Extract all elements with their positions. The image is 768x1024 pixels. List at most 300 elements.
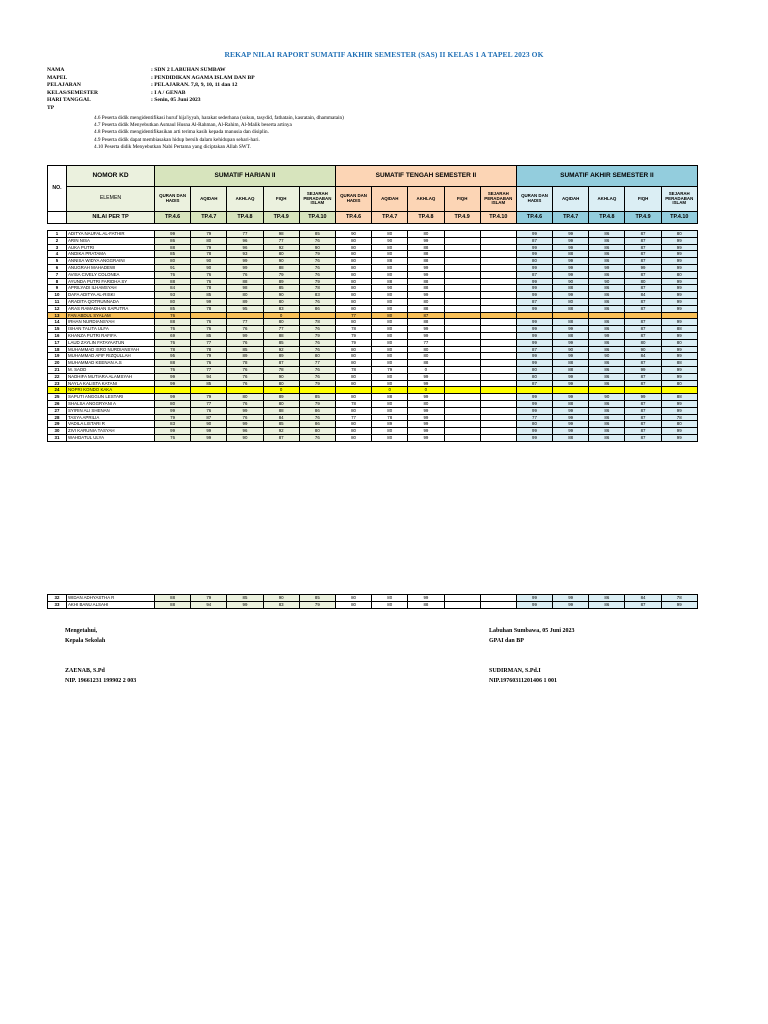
- score-cell: 99: [661, 278, 697, 285]
- score-cell: 76: [191, 326, 227, 333]
- score-cell: 86: [589, 601, 625, 608]
- score-cell: 76: [227, 366, 263, 373]
- student-name: NADHIFA MUTIARA ALAMSYAH: [67, 373, 155, 380]
- score-cell: 76: [299, 346, 335, 353]
- signature-line: ZAENAB, S.Pd: [65, 668, 105, 674]
- score-cell: 77: [191, 366, 227, 373]
- score-cell: 80: [661, 380, 697, 387]
- score-cell: 80: [335, 285, 371, 292]
- score-cell: 88: [155, 319, 191, 326]
- signature-line: NIP. 19661231 199902 2 003: [65, 678, 137, 684]
- score-cell: 99: [516, 428, 552, 435]
- score-cell: 99: [661, 319, 697, 326]
- meta-key: PELAJARAN: [47, 82, 81, 89]
- score-cell: [480, 251, 516, 258]
- student-name: DAFA ADITYA AL-RISKI: [67, 292, 155, 299]
- score-cell: 87: [625, 380, 661, 387]
- score-cell: [444, 319, 480, 326]
- score-cell: 99: [553, 414, 589, 421]
- score-cell: 90: [191, 421, 227, 428]
- score-cell: 86: [589, 339, 625, 346]
- student-row: [48, 414, 698, 421]
- grade-table-bottom: [47, 594, 698, 609]
- element-header: QURAN DAN HADIS: [335, 187, 371, 212]
- score-cell: 80: [299, 428, 335, 435]
- score-cell: 88: [661, 394, 697, 401]
- score-cell: 87: [625, 373, 661, 380]
- score-cell: 99: [227, 601, 263, 608]
- score-cell: 99: [661, 292, 697, 299]
- student-row: [48, 305, 698, 312]
- score-cell: 87: [263, 360, 299, 367]
- score-cell: [480, 292, 516, 299]
- score-cell: 99: [516, 292, 552, 299]
- student-row: [48, 373, 698, 380]
- score-cell: 76: [299, 414, 335, 421]
- score-cell: 80: [372, 428, 408, 435]
- score-cell: 88: [263, 264, 299, 271]
- score-cell: 76: [299, 366, 335, 373]
- score-cell: 99: [408, 434, 444, 441]
- score-cell: 95: [155, 353, 191, 360]
- score-cell: [444, 251, 480, 258]
- score-cell: 99: [516, 278, 552, 285]
- score-cell: 76: [227, 400, 263, 407]
- score-cell: [480, 428, 516, 435]
- score-cell: 90: [553, 346, 589, 353]
- score-cell: 88: [553, 366, 589, 373]
- score-cell: 80: [408, 231, 444, 238]
- score-cell: 90: [299, 244, 335, 251]
- score-cell: 80: [335, 264, 371, 271]
- score-cell: 80: [372, 360, 408, 367]
- score-cell: 99: [661, 428, 697, 435]
- score-cell: 99: [191, 434, 227, 441]
- score-cell: 99: [516, 231, 552, 238]
- score-cell: 80: [516, 258, 552, 265]
- score-cell: 88: [155, 601, 191, 608]
- score-cell: 87: [625, 244, 661, 251]
- score-cell: [444, 380, 480, 387]
- score-cell: 99: [553, 601, 589, 608]
- student-name: ARAS RAMADHAN SAPUTRA: [67, 305, 155, 312]
- score-cell: 85: [299, 595, 335, 602]
- score-cell: 90: [372, 285, 408, 292]
- student-name: ARADITA QOTRUNNADA: [67, 298, 155, 305]
- score-cell: 80: [372, 434, 408, 441]
- row-number: 23: [48, 380, 67, 387]
- score-cell: 80: [335, 258, 371, 265]
- score-cell: 80: [372, 407, 408, 414]
- student-row: [48, 595, 698, 602]
- score-cell: 80: [408, 298, 444, 305]
- score-cell: [480, 258, 516, 265]
- score-cell: 76: [227, 339, 263, 346]
- score-cell: 85: [263, 339, 299, 346]
- score-cell: 90: [263, 595, 299, 602]
- score-cell: 88: [553, 434, 589, 441]
- student-row: [48, 380, 698, 387]
- row-number: 3: [48, 244, 67, 251]
- score-cell: [444, 332, 480, 339]
- signature-line: [65, 646, 136, 656]
- student-row: [48, 434, 698, 441]
- score-cell: [661, 312, 697, 319]
- score-cell: 88: [408, 319, 444, 326]
- score-cell: [661, 387, 697, 394]
- score-cell: 86: [589, 380, 625, 387]
- score-cell: 85: [191, 332, 227, 339]
- score-cell: 0: [372, 387, 408, 394]
- score-cell: 76: [155, 366, 191, 373]
- score-cell: 90: [191, 258, 227, 265]
- score-cell: 99: [661, 264, 697, 271]
- score-cell: 99: [553, 428, 589, 435]
- score-cell: 99: [661, 434, 697, 441]
- score-cell: [444, 237, 480, 244]
- score-cell: 77: [263, 237, 299, 244]
- score-cell: 99: [553, 380, 589, 387]
- score-cell: 80: [263, 400, 299, 407]
- score-cell: 99: [516, 407, 552, 414]
- score-cell: 90: [589, 278, 625, 285]
- score-cell: 76: [227, 380, 263, 387]
- score-cell: [444, 400, 480, 407]
- score-cell: 99: [553, 258, 589, 265]
- score-cell: [444, 428, 480, 435]
- score-cell: [589, 387, 625, 394]
- score-cell: [480, 319, 516, 326]
- score-cell: 79: [372, 366, 408, 373]
- student-row: [48, 366, 698, 373]
- student-name: AYUNDA PUTRI FARIDHA SY: [67, 278, 155, 285]
- student-name: WIDAN ADHYASTHA R: [67, 595, 155, 602]
- score-cell: 88: [408, 601, 444, 608]
- score-cell: 88: [553, 285, 589, 292]
- score-cell: 99: [661, 251, 697, 258]
- score-cell: 99: [516, 319, 552, 326]
- score-cell: 96: [227, 244, 263, 251]
- score-cell: 86: [589, 407, 625, 414]
- score-cell: 80: [335, 237, 371, 244]
- score-cell: 98: [227, 285, 263, 292]
- elemen-header: ELEMEN: [67, 187, 155, 212]
- score-cell: 88: [408, 251, 444, 258]
- score-cell: 80: [335, 305, 371, 312]
- tp-line: 4.7 Peserta didik Menyebutkan Asmaul Husna Al-Rahman, Al-Rahim, Al-Malik beserta artinya: [94, 122, 292, 129]
- score-cell: 88: [408, 258, 444, 265]
- student-row: [48, 231, 698, 238]
- score-cell: [191, 387, 227, 394]
- student-row: [48, 244, 698, 251]
- score-cell: 80: [372, 595, 408, 602]
- element-header: FIQH: [625, 187, 661, 212]
- score-cell: 80: [408, 400, 444, 407]
- row-number: 12: [48, 305, 67, 312]
- score-cell: 80: [335, 434, 371, 441]
- score-cell: 88: [553, 360, 589, 367]
- score-cell: 80: [263, 251, 299, 258]
- score-cell: 80: [372, 332, 408, 339]
- student-row: [48, 428, 698, 435]
- student-name: NOPRI KONDO KAKA: [67, 387, 155, 394]
- score-cell: 90: [263, 373, 299, 380]
- student-row: [48, 258, 698, 265]
- score-cell: 87: [191, 414, 227, 421]
- row-number: 18: [48, 346, 67, 353]
- score-cell: 79: [191, 353, 227, 360]
- score-cell: 99: [516, 601, 552, 608]
- score-cell: [480, 312, 516, 319]
- meta-row: [47, 67, 255, 75]
- score-cell: 77: [335, 414, 371, 421]
- student-row: [48, 264, 698, 271]
- score-cell: 86: [589, 360, 625, 367]
- student-name: WAHDATUL ULYA: [67, 434, 155, 441]
- score-cell: 76: [227, 414, 263, 421]
- score-cell: 76: [227, 326, 263, 333]
- student-name: MUHAMMAD KEENAN A.S: [67, 360, 155, 367]
- score-cell: 99: [553, 394, 589, 401]
- row-number: 6: [48, 264, 67, 271]
- score-cell: 88: [661, 326, 697, 333]
- row-number: 26: [48, 400, 67, 407]
- score-cell: 76: [191, 360, 227, 367]
- score-cell: 86: [589, 298, 625, 305]
- score-cell: 99: [661, 258, 697, 265]
- element-header: SEJARAH PERADABAN ISLAM: [480, 187, 516, 212]
- score-cell: 76: [155, 312, 191, 319]
- score-cell: 77: [263, 326, 299, 333]
- score-cell: 99: [516, 332, 552, 339]
- score-cell: [444, 305, 480, 312]
- score-cell: 99: [516, 360, 552, 367]
- score-cell: 99: [661, 400, 697, 407]
- score-cell: 87: [625, 319, 661, 326]
- score-cell: 89: [227, 353, 263, 360]
- score-cell: 80: [372, 271, 408, 278]
- score-cell: 99: [516, 305, 552, 312]
- score-cell: 88: [408, 285, 444, 292]
- score-cell: 80: [661, 231, 697, 238]
- score-cell: [227, 387, 263, 394]
- score-cell: 99: [408, 292, 444, 299]
- score-cell: 99: [516, 264, 552, 271]
- student-row: [48, 601, 698, 608]
- score-cell: [480, 387, 516, 394]
- score-cell: 88: [372, 258, 408, 265]
- score-cell: 79: [335, 339, 371, 346]
- student-name: ANUGRAH MAHADEWI: [67, 264, 155, 271]
- row-number: 8: [48, 278, 67, 285]
- score-cell: [625, 387, 661, 394]
- row-number: 24: [48, 387, 67, 394]
- score-cell: 91: [155, 264, 191, 271]
- row-number: 10: [48, 292, 67, 299]
- score-cell: 87: [625, 400, 661, 407]
- score-cell: [480, 434, 516, 441]
- student-name: ARIN NISA: [67, 237, 155, 244]
- score-cell: 86: [589, 366, 625, 373]
- score-cell: 80: [335, 428, 371, 435]
- score-cell: 76: [155, 339, 191, 346]
- score-cell: [299, 312, 335, 319]
- score-cell: 87: [516, 298, 552, 305]
- score-cell: 99: [553, 271, 589, 278]
- score-cell: 78: [661, 414, 697, 421]
- score-cell: 80: [335, 353, 371, 360]
- score-cell: 87: [625, 231, 661, 238]
- student-row: [48, 400, 698, 407]
- score-cell: 80: [263, 380, 299, 387]
- score-cell: [480, 380, 516, 387]
- tp-header: TP.4.8: [589, 212, 625, 224]
- score-cell: 0: [263, 312, 299, 319]
- score-cell: 78: [299, 319, 335, 326]
- score-cell: 93: [227, 251, 263, 258]
- score-cell: 80: [516, 421, 552, 428]
- student-row: [48, 237, 698, 244]
- score-cell: [444, 434, 480, 441]
- score-cell: 99: [408, 264, 444, 271]
- score-cell: 84: [155, 285, 191, 292]
- score-cell: 88: [372, 278, 408, 285]
- score-cell: 80: [516, 373, 552, 380]
- score-cell: 87: [408, 312, 444, 319]
- tp-header: TP.4.7: [372, 212, 408, 224]
- score-cell: 99: [553, 231, 589, 238]
- student-row: [48, 421, 698, 428]
- score-cell: 99: [155, 373, 191, 380]
- score-cell: 80: [335, 601, 371, 608]
- score-cell: 76: [299, 326, 335, 333]
- score-cell: 80: [335, 346, 371, 353]
- score-cell: [444, 264, 480, 271]
- tp-header: TP.4.7: [553, 212, 589, 224]
- score-cell: 79: [299, 400, 335, 407]
- meta-key: TP: [47, 104, 55, 111]
- score-cell: 76: [155, 326, 191, 333]
- score-cell: 85: [155, 251, 191, 258]
- score-cell: 87: [516, 237, 552, 244]
- score-cell: 77: [227, 319, 263, 326]
- signature-line: Mengetahui,: [65, 628, 98, 634]
- meta-key: MAPEL: [47, 74, 68, 81]
- score-cell: 80: [553, 298, 589, 305]
- score-cell: 77: [335, 312, 371, 319]
- score-cell: 80: [263, 319, 299, 326]
- score-cell: 87: [263, 434, 299, 441]
- tp-line: 4.8 Peserta didik mengidentifikasikan arti terima kasih kepada manusia dan disiplin.: [94, 129, 269, 136]
- score-cell: 83: [263, 305, 299, 312]
- score-cell: 99: [408, 428, 444, 435]
- score-cell: [444, 244, 480, 251]
- score-cell: 88: [372, 394, 408, 401]
- score-cell: 80: [335, 595, 371, 602]
- signature-right: [489, 626, 575, 686]
- score-cell: 99: [661, 346, 697, 353]
- row-number: 5: [48, 258, 67, 265]
- score-cell: 80: [155, 400, 191, 407]
- score-cell: 90: [625, 346, 661, 353]
- score-cell: 87: [625, 407, 661, 414]
- score-cell: 88: [553, 332, 589, 339]
- score-cell: 78: [661, 595, 697, 602]
- score-cell: 88: [408, 305, 444, 312]
- score-cell: 85: [191, 380, 227, 387]
- score-cell: 79: [155, 414, 191, 421]
- score-cell: 99: [661, 305, 697, 312]
- score-cell: 99: [516, 251, 552, 258]
- score-cell: 92: [263, 244, 299, 251]
- element-header: AQIDAH: [191, 187, 227, 212]
- score-cell: 79: [191, 231, 227, 238]
- score-cell: 79: [299, 332, 335, 339]
- tp-header: TP.4.6: [335, 212, 371, 224]
- score-cell: 88: [553, 400, 589, 407]
- element-header: SEJARAH PERADABAN ISLAM: [661, 187, 697, 212]
- score-cell: 99: [516, 595, 552, 602]
- row-number: 19: [48, 353, 67, 360]
- row-number: 7: [48, 271, 67, 278]
- element-header: FIQH: [263, 187, 299, 212]
- score-cell: [444, 346, 480, 353]
- score-cell: 86: [589, 319, 625, 326]
- score-cell: 79: [335, 332, 371, 339]
- score-cell: 88: [661, 360, 697, 367]
- score-cell: 86: [589, 434, 625, 441]
- signature-left: [65, 626, 136, 686]
- score-cell: [516, 387, 552, 394]
- score-cell: 88: [408, 360, 444, 367]
- score-cell: [444, 421, 480, 428]
- student-name: VADILA LISTARI R: [67, 421, 155, 428]
- score-cell: 0: [263, 387, 299, 394]
- nilai-per-tp-header: NILAI PER TP: [67, 212, 155, 224]
- score-cell: 80: [408, 353, 444, 360]
- score-cell: [227, 312, 263, 319]
- score-cell: [480, 285, 516, 292]
- student-row: [48, 312, 698, 319]
- score-cell: 78: [191, 346, 227, 353]
- score-cell: 79: [191, 595, 227, 602]
- row-number: 31: [48, 434, 67, 441]
- score-cell: 80: [661, 339, 697, 346]
- score-cell: 79: [191, 394, 227, 401]
- score-cell: 80: [625, 278, 661, 285]
- score-cell: 80: [372, 292, 408, 299]
- score-cell: [480, 326, 516, 333]
- row-number: 16: [48, 332, 67, 339]
- score-cell: 90: [263, 258, 299, 265]
- score-cell: 78: [227, 360, 263, 367]
- score-cell: 87: [625, 360, 661, 367]
- meta-key: NAMA: [47, 67, 65, 73]
- score-cell: 87: [625, 237, 661, 244]
- student-name: ZIVI KARUNIA TASYAH: [67, 428, 155, 435]
- score-cell: [444, 278, 480, 285]
- score-cell: 86: [589, 326, 625, 333]
- score-cell: 89: [372, 421, 408, 428]
- tp-header: TP.4.10: [299, 212, 335, 224]
- score-cell: 99: [553, 244, 589, 251]
- student-name: MUHAMMAD ISRO NURDIANSYAH: [67, 346, 155, 353]
- row-number: 1: [48, 231, 67, 238]
- score-cell: [444, 353, 480, 360]
- score-cell: 88: [155, 278, 191, 285]
- element-header: AQIDAH: [553, 187, 589, 212]
- score-cell: 93: [155, 292, 191, 299]
